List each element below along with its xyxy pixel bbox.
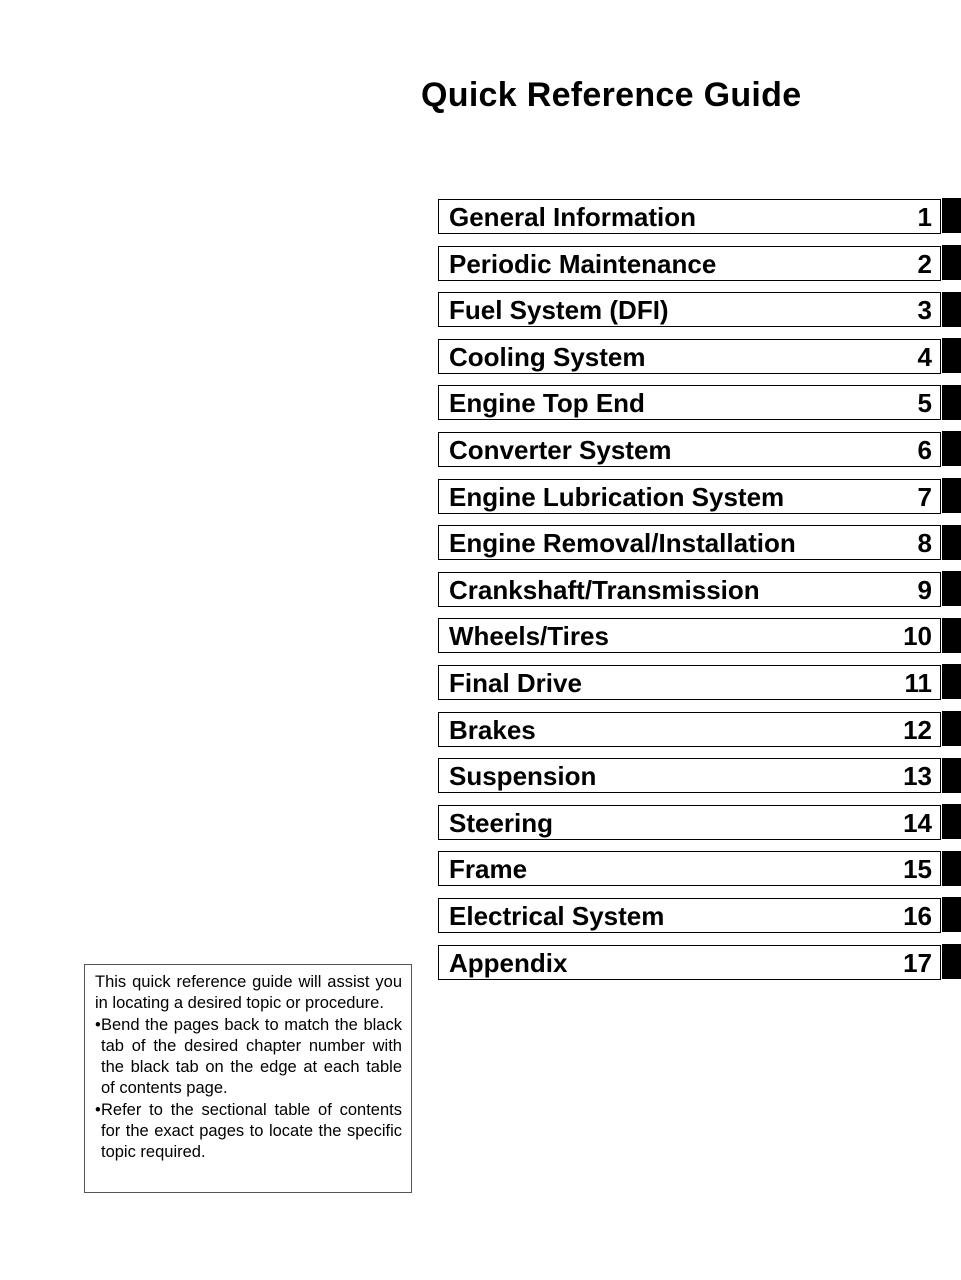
chapter-tab-marker <box>942 944 961 979</box>
chapter-row-1[interactable] <box>438 199 941 234</box>
chapter-number: 5 <box>917 388 932 419</box>
chapter-row-2[interactable] <box>438 246 941 281</box>
chapter-label: General Information <box>449 202 697 232</box>
chapter-label: Brakes <box>449 714 536 745</box>
chapter-number: 1 <box>917 202 932 232</box>
chapter-tab-marker <box>942 897 961 932</box>
chapter-tab-marker <box>942 851 961 886</box>
chapter-label: Engine Removal/Installation <box>449 528 796 559</box>
chapter-number: 12 <box>903 714 932 745</box>
chapter-row-8[interactable] <box>438 525 941 560</box>
chapter-tab-marker <box>942 525 961 560</box>
chapter-tab-marker <box>942 478 961 513</box>
chapter-tab-marker <box>942 292 961 327</box>
chapter-tab-marker <box>942 338 961 373</box>
chapter-row-13[interactable] <box>438 758 941 793</box>
chapter-number: 15 <box>903 854 932 885</box>
chapter-row-4[interactable] <box>438 339 941 374</box>
note-intro: This quick reference guide will assist you in locating a desired topic or procedure. <box>95 973 402 1013</box>
chapter-label: Appendix <box>449 947 568 978</box>
chapter-label: Suspension <box>449 761 597 792</box>
bullet-dot: • <box>95 1015 101 1034</box>
chapter-number: 4 <box>917 341 932 372</box>
chapter-number: 11 <box>904 667 932 698</box>
chapter-label: Fuel System (DFI) <box>449 295 669 326</box>
chapter-tab-marker <box>942 198 961 233</box>
chapter-label: Periodic Maintenance <box>449 248 717 279</box>
chapter-label: Crankshaft/Transmission <box>449 574 760 605</box>
chapter-label: Engine Lubrication System <box>449 481 785 512</box>
chapter-label: Cooling System <box>449 341 646 372</box>
chapter-label: Engine Top End <box>449 388 645 419</box>
chapter-tab-marker <box>942 385 961 420</box>
chapter-tab-marker <box>942 245 961 280</box>
chapter-number: 10 <box>903 621 932 652</box>
chapter-label: Electrical System <box>449 900 665 931</box>
note-bullet <box>95 1100 402 1164</box>
chapter-tab-marker <box>942 571 961 606</box>
chapter-number: 13 <box>903 761 932 792</box>
note-bullet-text: Refer to the sectional table of contents for the exact pages to locate the specific topic required. <box>101 1100 402 1162</box>
page-title: Quick Reference Guide <box>421 76 802 114</box>
chapter-row-17[interactable] <box>438 945 941 980</box>
chapter-tab-marker <box>942 711 961 746</box>
chapter-row-11[interactable] <box>438 665 941 700</box>
chapter-tab-marker <box>942 618 961 653</box>
chapter-row-3[interactable] <box>438 292 941 327</box>
chapter-row-15[interactable] <box>438 851 941 886</box>
chapter-label: Frame <box>449 854 528 885</box>
chapter-tab-marker <box>942 664 961 699</box>
chapter-number: 17 <box>903 947 932 978</box>
chapter-number: 8 <box>917 528 932 559</box>
chapter-label: Final Drive <box>449 667 582 698</box>
usage-note-box <box>84 964 412 1193</box>
chapter-row-9[interactable] <box>438 572 941 607</box>
chapter-tab-marker <box>942 804 961 839</box>
chapter-tab-marker <box>942 431 961 466</box>
chapter-number: 6 <box>917 434 932 465</box>
note-bullet <box>95 1015 402 1100</box>
chapter-number: 14 <box>903 807 932 838</box>
chapter-row-12[interactable] <box>438 712 941 747</box>
chapter-number: 7 <box>917 481 932 512</box>
chapter-row-14[interactable] <box>438 805 941 840</box>
chapter-number: 2 <box>917 248 932 279</box>
chapter-tab-marker <box>942 758 961 793</box>
chapter-label: Wheels/Tires <box>449 621 609 652</box>
chapter-row-5[interactable] <box>438 385 941 420</box>
note-bullet-text: Bend the pages back to match the black tab of the desired chapter number with the black tab on the edge at each table of contents page. <box>101 1015 402 1098</box>
chapter-number: 9 <box>917 574 932 605</box>
bullet-dot: • <box>95 1100 101 1119</box>
chapter-row-10[interactable] <box>438 618 941 653</box>
chapter-row-6[interactable] <box>438 432 941 467</box>
chapter-label: Steering <box>449 807 554 838</box>
chapter-number: 16 <box>903 900 932 931</box>
chapter-label: Converter System <box>449 434 672 465</box>
chapter-number: 3 <box>917 295 932 326</box>
chapter-list <box>438 199 961 991</box>
chapter-row-16[interactable] <box>438 898 941 933</box>
chapter-row-7[interactable] <box>438 479 941 514</box>
